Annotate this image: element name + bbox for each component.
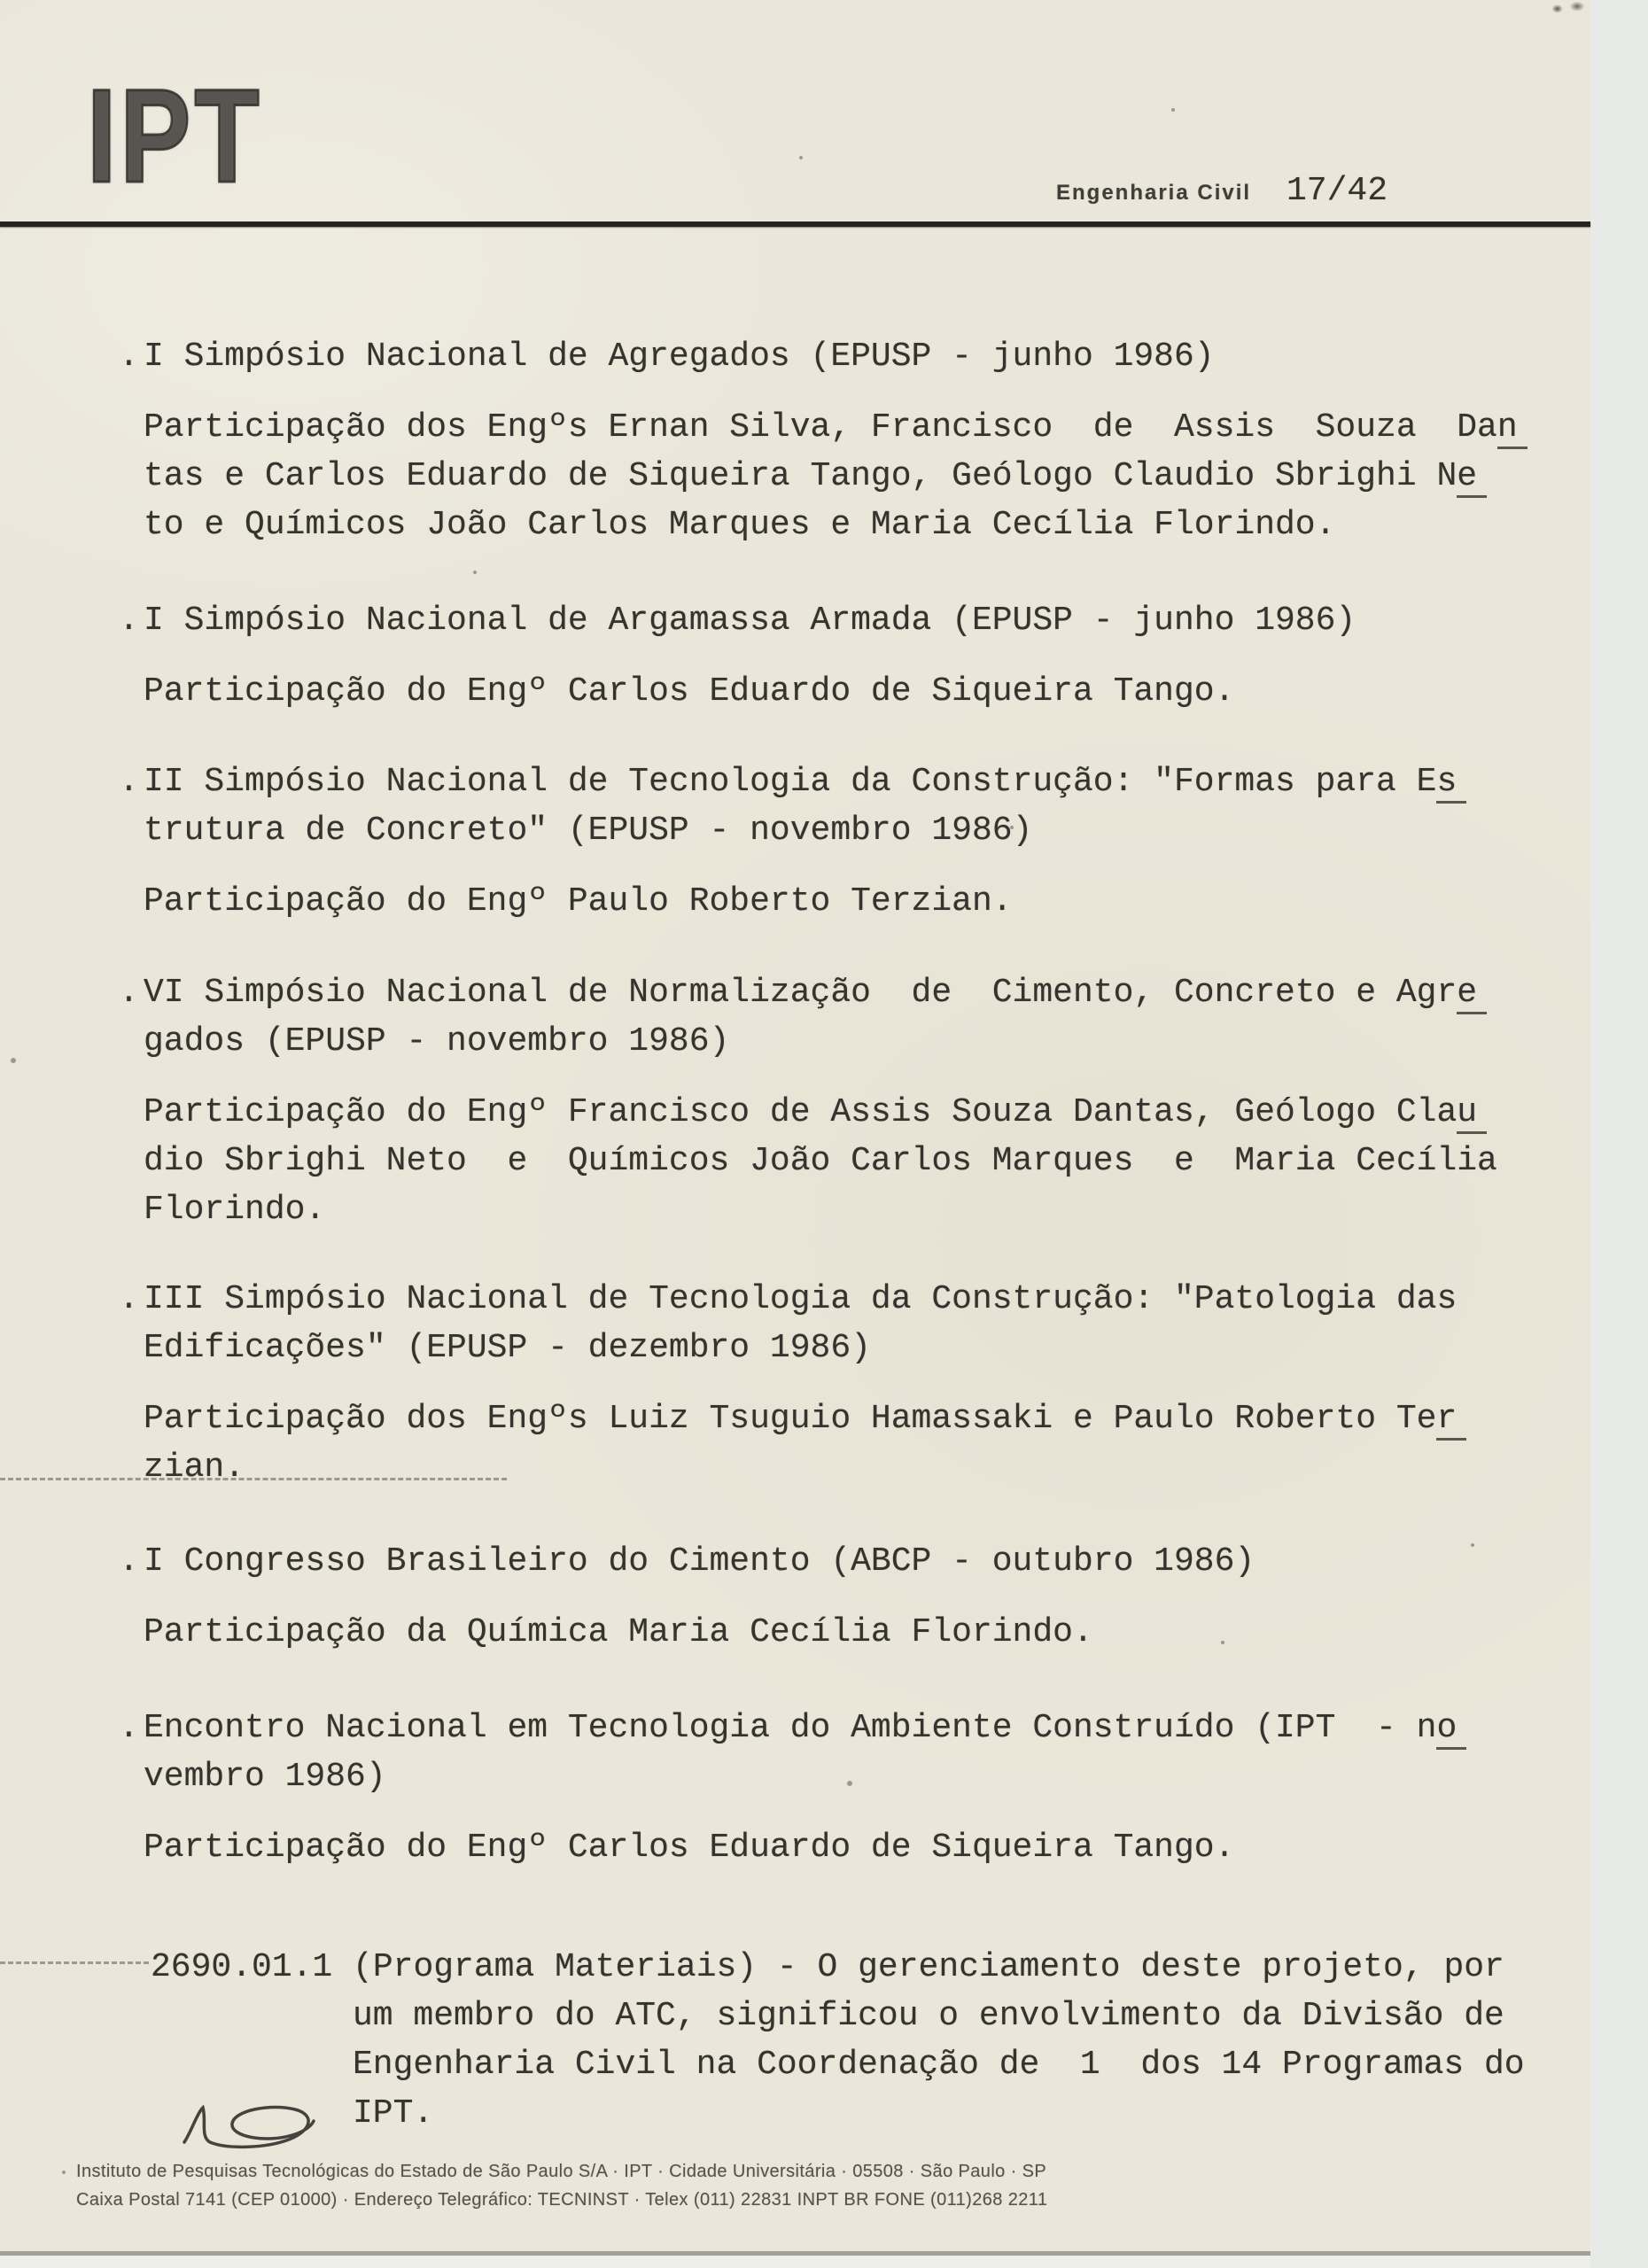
body-line [144, 1088, 1497, 1137]
congress-item-cimento [119, 1537, 1255, 1657]
symposium-item-agregados [119, 332, 1528, 549]
line-text: Participação do Engº Carlos Eduardo de Siqueira Tango. [144, 1829, 1235, 1867]
bullet-dot: . [119, 1280, 139, 1318]
signature-scribble [179, 2101, 330, 2158]
hyphen-underline: e [1457, 457, 1487, 498]
hyphen-underline: e [1457, 974, 1487, 1014]
body-line [144, 877, 1466, 926]
participation-paragraph [144, 1608, 1255, 1657]
bullet-dot: . [119, 763, 139, 801]
heading-line [144, 1752, 1466, 1801]
line-text: gados (EPUSP - novembro 1986) [144, 1022, 730, 1060]
line-text: 2690.01.1 (Programa Materiais) - O gerenciamento deste projeto, por [151, 1948, 1504, 1986]
symposium-item-argamassa [119, 596, 1356, 716]
hyphen-underline: s [1436, 763, 1466, 804]
symposium-item-formas [119, 757, 1466, 926]
symposium-item-patologia [119, 1275, 1466, 1492]
ipt-logo: IPT [87, 61, 263, 210]
heading-line [144, 757, 1466, 806]
line-text: Engenharia Civil na Coordenação de 1 dos 14 Programas do [353, 2046, 1525, 2084]
header-rule [0, 221, 1590, 227]
line-text: Participação do Engº Paulo Roberto Terzian. [144, 882, 1013, 920]
line-text: IPT. [353, 2094, 434, 2132]
line-text: to e Químicos João Carlos Marques e Maria Cecília Florindo. [144, 506, 1336, 544]
body-line [144, 1608, 1255, 1657]
heading-line [144, 332, 1528, 381]
heading-line [144, 596, 1356, 645]
body-line [144, 501, 1528, 549]
program-note-line [151, 1992, 1525, 2040]
body-line [144, 1185, 1497, 1234]
line-text: trutura de Concreto" (EPUSP - novembro 1986) [144, 812, 1033, 850]
bullet-dot: . [119, 974, 139, 1012]
heading-line [144, 1704, 1466, 1752]
participation-paragraph [144, 1088, 1497, 1234]
bullet-dot: . [119, 338, 139, 376]
symposium-item-normalizacao [119, 968, 1497, 1234]
scanner-background-strip [1590, 0, 1648, 2268]
bullet-dot: . [119, 1542, 139, 1581]
line-text: VI Simpósio Nacional de Normalização de Cimento, Concreto e Agr [144, 974, 1458, 1012]
line-text: Edificações" (EPUSP - dezembro 1986) [144, 1329, 871, 1367]
line-text: zian. [144, 1449, 245, 1487]
line-text: I Simpósio Nacional de Argamassa Armada (EPUSP - junho 1986) [144, 602, 1356, 640]
encontro-item-ambiente [119, 1704, 1466, 1872]
hyphen-underline: u [1457, 1093, 1487, 1134]
participation-paragraph [144, 403, 1528, 549]
participation-paragraph [144, 877, 1466, 926]
heading-line [144, 1324, 1466, 1372]
scan-speck [1221, 1641, 1224, 1644]
footer-line-1: Instituto de Pesquisas Tecnológicas do Estado de São Paulo S/A · IPT · Cidade Universitária · 05508 · São Paulo · SP [76, 2162, 1047, 2181]
participation-paragraph [144, 667, 1356, 716]
scan-speck [1171, 108, 1175, 112]
body-line [144, 1823, 1466, 1872]
scan-speck [11, 1058, 16, 1063]
footer-line-2: Caixa Postal 7141 (CEP 01000) · Endereço Telegráfico: TECNINST · Telex (011) 22831 INPT BR FONE (011)268 2211 [76, 2190, 1048, 2210]
scan-speck [847, 1781, 852, 1786]
line-text: I Congresso Brasileiro do Cimento (ABCP - outubro 1986) [144, 1542, 1255, 1581]
heading-line [144, 1537, 1255, 1586]
heading-line [144, 968, 1497, 1017]
line-text: Encontro Nacional em Tecnologia do Ambiente Construído (IPT - n [144, 1709, 1437, 1747]
scan-dashed-artifact [0, 1478, 507, 1480]
body-line [144, 667, 1356, 716]
bullet-dot: . [119, 602, 139, 640]
body-line [144, 1137, 1497, 1185]
program-note [151, 1943, 1525, 2138]
body-line [144, 452, 1528, 501]
line-text: III Simpósio Nacional de Tecnologia da Construção: "Patologia das [144, 1280, 1458, 1318]
line-text: dio Sbrighi Neto e Químicos João Carlos Marques e Maria Cecília [144, 1142, 1497, 1180]
header-page-number: 17/42 [1287, 172, 1388, 210]
scan-speck [799, 156, 803, 159]
line-text: II Simpósio Nacional de Tecnologia da Construção: "Formas para E [144, 763, 1437, 801]
scan-speck [1471, 1543, 1474, 1547]
program-note-line [151, 1943, 1525, 1992]
hyphen-underline: r [1436, 1400, 1466, 1441]
scan-speck [473, 571, 477, 574]
line-text: um membro do ATC, significou o envolvimento da Divisão de [353, 1997, 1504, 2035]
scan-speck [62, 2171, 66, 2174]
line-text: I Simpósio Nacional de Agregados (EPUSP - junho 1986) [144, 338, 1215, 376]
heading-line [144, 806, 1466, 855]
scan-speck [1010, 826, 1014, 829]
participation-paragraph [144, 1823, 1466, 1872]
header-department-label: Engenharia Civil [1056, 181, 1252, 205]
heading-line [144, 1017, 1497, 1066]
body-line [144, 403, 1528, 452]
bullet-dot: . [119, 1709, 139, 1747]
body-line [144, 1443, 1466, 1492]
program-note-line [151, 2089, 1525, 2138]
line-text: Participação dos Engºs Luiz Tsuguio Hamassaki e Paulo Roberto Te [144, 1400, 1437, 1438]
line-text: vembro 1986) [144, 1758, 386, 1796]
line-text: Florindo. [144, 1191, 326, 1229]
scan-smudge [1543, 0, 1593, 16]
hyphen-underline: o [1436, 1709, 1466, 1750]
line-text: Participação da Química Maria Cecília Florindo. [144, 1613, 1093, 1651]
heading-line [144, 1275, 1466, 1324]
scan-dashed-artifact [0, 1961, 149, 1964]
line-text: Participação do Engº Francisco de Assis Souza Dantas, Geólogo Cla [144, 1093, 1458, 1131]
body-line [144, 1394, 1466, 1443]
line-text: tas e Carlos Eduardo de Siqueira Tango, Geólogo Claudio Sbrighi N [144, 457, 1458, 495]
line-text: Participação do Engº Carlos Eduardo de Siqueira Tango. [144, 672, 1235, 711]
hyphen-underline: n [1497, 408, 1528, 449]
line-text: Participação dos Engºs Ernan Silva, Francisco de Assis Souza Da [144, 408, 1497, 447]
program-note-line [151, 2040, 1525, 2089]
